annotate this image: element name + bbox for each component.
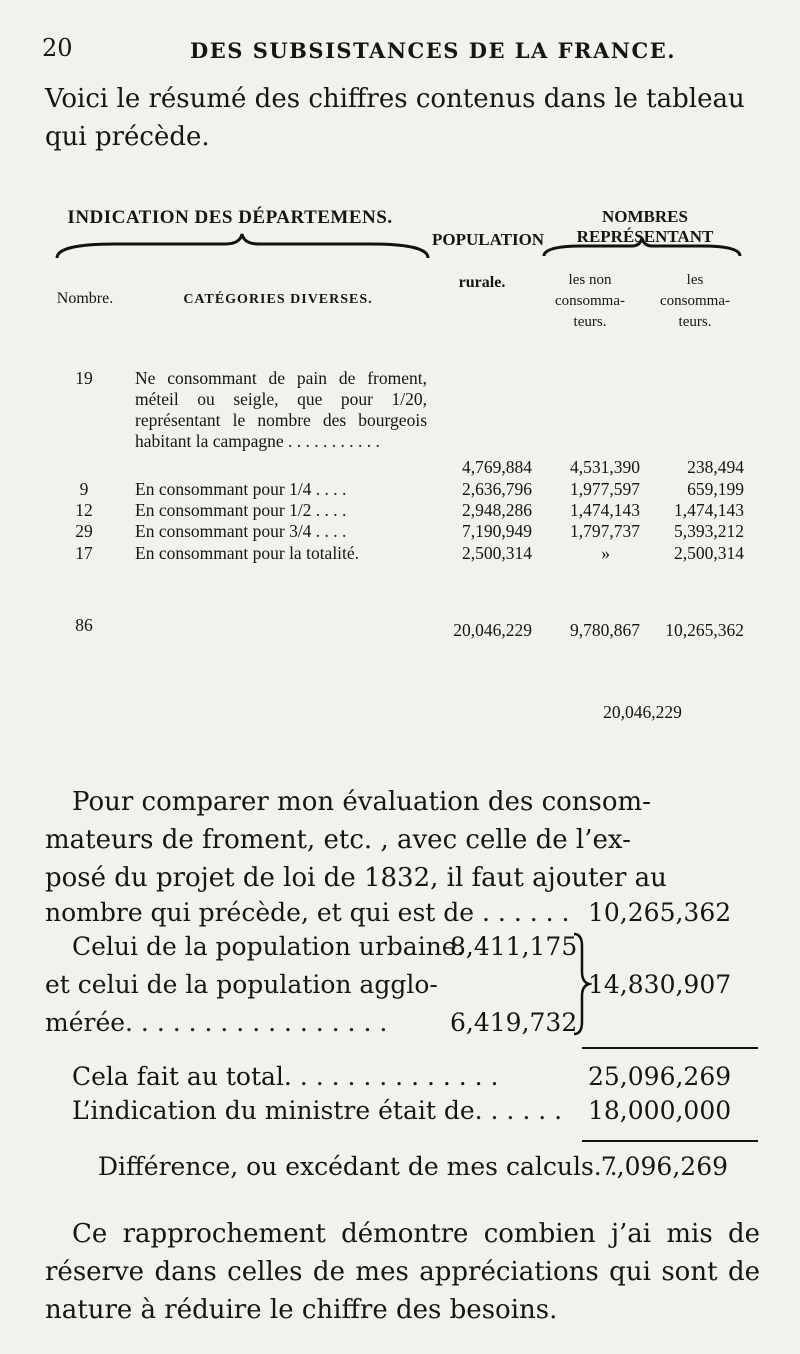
line4-label: nombre qui précède, et qui est de . . . . . . bbox=[45, 898, 570, 927]
header-non-consommateurs: les non consomma- teurs. bbox=[555, 272, 625, 330]
brace-total: 14,830,907 bbox=[588, 970, 732, 999]
header-population: POPULATION bbox=[432, 230, 545, 249]
table-left-bottom bbox=[43, 666, 123, 670]
header-heavy-rule bbox=[50, 343, 745, 348]
page-number: 20 bbox=[42, 34, 73, 62]
header-thin-rule bbox=[50, 338, 745, 339]
row-nombre: 12 bbox=[75, 500, 93, 520]
header-nombre: Nombre. bbox=[56, 290, 114, 307]
header-consommateurs: les consomma- teurs. bbox=[660, 272, 730, 330]
row-rurale: 2,636,796 bbox=[462, 479, 532, 499]
ministre-value: 18,000,000 bbox=[588, 1096, 732, 1125]
totals-rule-left bbox=[50, 590, 118, 593]
agglo-value: 6,419,732 bbox=[450, 1008, 578, 1037]
sum-rule-1 bbox=[582, 1047, 758, 1049]
total-non-consommateurs: 9,780,867 bbox=[570, 620, 640, 640]
comparison-line-2: mateurs de froment, etc. , avec celle de l’ex- bbox=[45, 825, 631, 855]
header-indication: INDICATION DES DÉPARTEMENS. bbox=[67, 207, 393, 228]
total-value: 25,096,269 bbox=[588, 1062, 732, 1091]
conclusion-paragraph: Ce rapprochement démontre combien j’ai mis de réserve dans celles de mes appréciations qui sont de nature à réduire le chiffre des besoins. bbox=[45, 1219, 760, 1325]
comparison-line-3: posé du projet de loi de 1832, il faut ajouter au bbox=[45, 863, 667, 893]
urbaine-label: Celui de la population urbaine. bbox=[72, 932, 465, 961]
row-rurale: 7,190,949 bbox=[462, 521, 532, 541]
table-right-rule-thin bbox=[744, 186, 745, 722]
table-left-rule bbox=[43, 176, 47, 670]
row-consommateurs: 1,474,143 bbox=[674, 500, 744, 520]
row-categorie: En consommant pour 3/4 . . . . bbox=[135, 521, 347, 541]
indication-brace bbox=[55, 232, 430, 262]
row-categorie: En consommant pour 1/2 . . . . bbox=[135, 500, 347, 520]
row-rurale: 2,500,314 bbox=[462, 543, 532, 563]
row-non-consommateurs: 4,531,390 bbox=[570, 457, 640, 477]
nombres-col-left-rule bbox=[536, 186, 539, 726]
urbaine-value: 8,411,175 bbox=[450, 932, 578, 961]
row-nombre: 17 bbox=[75, 543, 93, 563]
agglo-label-2: mérée. . . . . . . . . . . . . . . . . bbox=[45, 1008, 388, 1037]
nombres-mid-rule bbox=[640, 252, 641, 644]
sum-rule-2 bbox=[582, 1140, 758, 1142]
ministre-label: L’indication du ministre était de. . . . . . bbox=[72, 1096, 563, 1125]
header-rurale: rurale. bbox=[458, 274, 506, 291]
row-rurale: 2,948,286 bbox=[462, 500, 532, 520]
table-right-rule bbox=[748, 176, 752, 728]
header-categories: CATÉGORIES DIVERSES. bbox=[183, 292, 373, 307]
grand-total: 20,046,229 bbox=[603, 702, 682, 722]
line4-value: 10,265,362 bbox=[588, 898, 732, 927]
row-nombre: 19 bbox=[75, 368, 93, 388]
agglo-label-1: et celui de la population agglo- bbox=[45, 970, 438, 999]
row-consommateurs: 5,393,212 bbox=[674, 521, 744, 541]
row-consommateurs: 2,500,314 bbox=[674, 543, 744, 563]
pop-col-bottom bbox=[428, 668, 534, 671]
header-nombres-representant: NOMBRES REPRÉSENTANT bbox=[576, 207, 714, 246]
total-label: Cela fait au total. . . . . . . . . . . . . . bbox=[72, 1062, 499, 1091]
table-top-rule bbox=[43, 176, 755, 181]
row-non-consommateurs: 1,977,597 bbox=[570, 479, 640, 499]
nombres-bottom-rule bbox=[536, 724, 752, 728]
pop-col-right-rule bbox=[533, 186, 535, 672]
table-top-rule-thin bbox=[43, 185, 755, 186]
row-categorie: Ne consommant de pain de froment, méteil ou seigle, que pour 1/20, représentant le nombre des bourgeois habitant la campagne . . . . . . . . . . . bbox=[135, 368, 427, 451]
row-categorie: En consommant pour la totalité. bbox=[135, 543, 360, 563]
row-non-consommateurs: 1,474,143 bbox=[570, 500, 640, 520]
difference-label: Différence, ou excédant de mes calculs. . bbox=[98, 1152, 618, 1181]
row-nombre: 29 bbox=[75, 521, 93, 541]
row-consommateurs: 659,199 bbox=[687, 479, 744, 499]
row-nombre: 9 bbox=[79, 479, 89, 499]
row-categorie: En consommant pour 1/4 . . . . bbox=[135, 479, 347, 499]
running-title: DES SUBSISTANCES DE LA FRANCE. bbox=[190, 38, 677, 63]
row-rurale: 4,769,884 bbox=[462, 457, 532, 477]
difference-value: 7,096,269 bbox=[600, 1152, 728, 1181]
row-non-consommateurs: 1,797,737 bbox=[570, 521, 640, 541]
totals-rule-right bbox=[432, 592, 744, 594]
total-consommateurs: 10,265,362 bbox=[665, 620, 744, 640]
grand-total-rule bbox=[540, 646, 745, 648]
total-rurale: 20,046,229 bbox=[453, 620, 532, 640]
row-non-consommateurs: » bbox=[601, 543, 610, 563]
nombre-col-rule bbox=[119, 256, 122, 670]
row-consommateurs: 238,494 bbox=[687, 457, 744, 477]
comparison-line-1: Pour comparer mon évaluation des consom- bbox=[72, 787, 651, 817]
intro-paragraph: Voici le résumé des chiffres contenus dans le tableau qui précède. bbox=[45, 84, 745, 152]
total-nombre: 86 bbox=[75, 615, 93, 635]
